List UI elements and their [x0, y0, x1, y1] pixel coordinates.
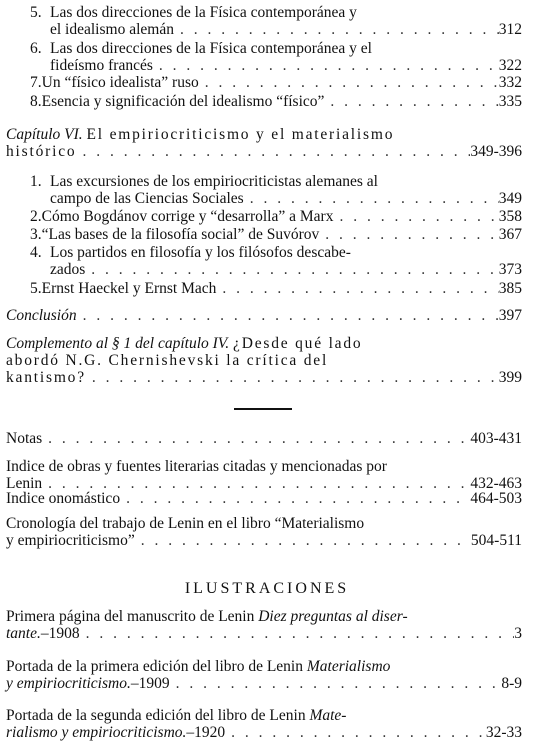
entry-title-cont: Lenin — [6, 475, 43, 492]
entry-title: Primera página del manuscrito de Lenin — [6, 608, 259, 625]
page-range: 349-396 — [470, 143, 522, 160]
page-number: 397 — [498, 307, 522, 324]
leader-dots — [120, 490, 470, 507]
entry-number: 7. — [30, 74, 42, 91]
chapter-title-cont: histórico — [6, 143, 77, 160]
page-number: 373 — [498, 261, 522, 278]
toc-illustration-1[interactable] — [6, 608, 522, 642]
toc-chapter-6[interactable] — [6, 126, 522, 160]
toc-illustration-3[interactable] — [6, 707, 522, 741]
page-range: 8-9 — [501, 675, 522, 692]
entry-title: Indice de obras y fuentes literarias citadas y mencionadas por — [6, 458, 387, 475]
work-title-cont: rialismo y empiriocriticismo. — [6, 724, 187, 741]
entry-title-cont: fideísmo francés — [50, 57, 153, 74]
toc-cronologia[interactable] — [6, 515, 522, 549]
toc-entry-7[interactable] — [30, 74, 522, 91]
page-number: 349 — [498, 190, 522, 207]
entry-title: Los partidos en filosofía y los filósofos descabe- — [50, 244, 351, 261]
illustrations-heading: ILUSTRACIONES — [184, 580, 350, 597]
leader-dots — [244, 190, 499, 207]
entry-number: 2. — [30, 208, 42, 225]
work-title-cont: y empiriocriticismo. — [6, 675, 131, 692]
page-range: 504-511 — [470, 532, 522, 549]
page-number: 399 — [498, 369, 522, 386]
page-number: 335 — [498, 93, 522, 110]
entry-number: 3. — [30, 226, 42, 243]
entry-title: Portada de la primera edición del libro de Lenin — [6, 658, 307, 675]
toc-indice-obras[interactable] — [6, 458, 522, 492]
leader-dots — [85, 261, 498, 278]
entry-title: Conclusión — [6, 307, 77, 324]
toc-complement[interactable] — [6, 335, 522, 386]
entry-title: Un “físico idealista” ruso — [41, 74, 199, 91]
page-number: 358 — [498, 208, 522, 225]
entry-title: Las dos direcciones de la Física contemporánea y el — [50, 40, 372, 57]
leader-dots — [42, 430, 470, 447]
toc-entry-6-1[interactable] — [30, 173, 522, 207]
entry-title: Las dos direcciones de la Física contemporánea y — [50, 4, 357, 21]
complement-label: Complemento al § 1 del capítulo IV. — [6, 335, 230, 352]
page-number: 367 — [498, 226, 522, 243]
leader-dots — [324, 93, 498, 110]
entry-number: 6. — [30, 40, 42, 57]
toc-entry-6-3[interactable] — [30, 226, 522, 243]
page-number: 3 — [514, 625, 522, 642]
toc-illustration-2[interactable] — [6, 658, 522, 692]
toc-notas[interactable] — [6, 430, 522, 447]
entry-title: Portada de la segunda edición del libro de Lenin — [6, 707, 310, 724]
toc-entry-6-2[interactable] — [30, 208, 522, 225]
leader-dots — [77, 307, 499, 324]
work-title: Diez preguntas al diser- — [258, 608, 408, 625]
toc-entry-6[interactable] — [30, 40, 522, 74]
chapter-title: El empiriocriticismo y el materialismo — [86, 126, 395, 143]
year: –1908 — [40, 625, 80, 642]
page-number: 312 — [498, 21, 522, 38]
page-number: 322 — [498, 57, 522, 74]
leader-dots — [86, 369, 499, 386]
page-range: 432-463 — [470, 475, 522, 492]
entry-title: Ernst Haeckel y Ernst Mach — [41, 280, 217, 297]
leader-dots — [216, 280, 498, 297]
page-number: 332 — [498, 74, 522, 91]
page-range: 464-503 — [470, 490, 522, 507]
entry-title: Cronología del trabajo de Lenin en el libro “Materialismo — [6, 515, 365, 532]
entry-number: 1. — [30, 173, 42, 190]
entry-title: Esencia y significación del idealismo “físico” — [41, 93, 325, 110]
entry-title-cont: campo de las Ciencias Sociales — [50, 190, 244, 207]
toc-entry-8[interactable] — [30, 93, 522, 110]
toc-conclusion[interactable] — [6, 307, 522, 324]
leader-dots — [199, 74, 499, 91]
leader-dots — [174, 21, 499, 38]
entry-number: 5. — [30, 280, 42, 297]
leader-dots — [76, 143, 470, 160]
entry-number: 5. — [30, 4, 42, 21]
section-divider — [234, 408, 292, 410]
leader-dots — [153, 57, 499, 74]
leader-dots — [135, 532, 471, 549]
entry-title: Las excursiones de los empiriocriticistas alemanes al — [50, 173, 378, 190]
leader-dots — [225, 724, 486, 741]
entry-title-cont: zados — [50, 261, 86, 278]
leader-dots — [80, 625, 515, 642]
page-number: 385 — [498, 280, 522, 297]
complement-title-end: kantismo? — [6, 369, 86, 386]
entry-title: Cómo Bogdánov corrige y “desarrolla” a Marx — [41, 208, 334, 225]
entry-title: Indice onomástico — [6, 490, 121, 507]
toc-entry-5[interactable] — [30, 4, 522, 38]
complement-title-cont: abordó N.G. Chernishevski la crítica del — [6, 352, 329, 369]
complement-title: ¿Desde qué lado — [233, 335, 363, 352]
year: –1920 — [186, 724, 226, 741]
work-title-cont: tante. — [6, 625, 41, 642]
entry-title: “Las bases de la filosofía social” de Suvórov — [41, 226, 320, 243]
entry-number: 4. — [30, 244, 42, 261]
toc-entry-6-4[interactable] — [30, 244, 522, 278]
leader-dots — [333, 208, 498, 225]
year: –1909 — [130, 675, 170, 692]
toc-entry-6-5[interactable] — [30, 280, 522, 297]
work-title: Mate- — [309, 707, 347, 724]
work-title: Materialismo — [306, 658, 391, 675]
page-range: 403-431 — [470, 430, 522, 447]
chapter-label: Capítulo VI. — [6, 126, 83, 143]
entry-title: Notas — [6, 430, 43, 447]
page-range: 32-33 — [485, 724, 522, 741]
entry-number: 8. — [30, 93, 42, 110]
toc-indice-onomastico[interactable] — [6, 490, 522, 507]
leader-dots — [319, 226, 499, 243]
entry-title-cont: y empiriocriticismo” — [6, 532, 135, 549]
leader-dots — [170, 675, 502, 692]
entry-title-cont: el idealismo alemán — [50, 21, 174, 38]
